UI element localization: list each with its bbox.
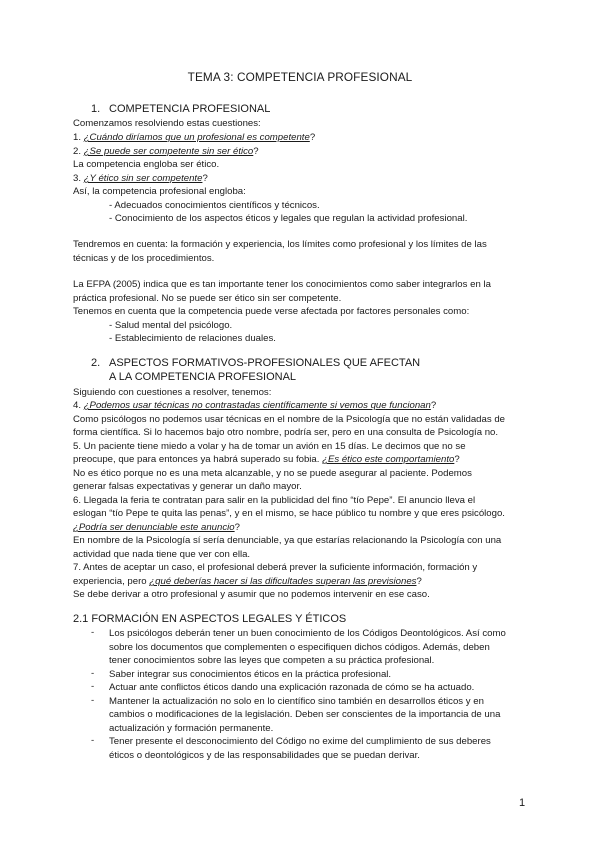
paragraph-line: Tendremos en cuenta: la formación y experiencia, los límites como profesional y los límites de las (73, 239, 487, 250)
section-1-number: 1. (91, 103, 101, 115)
bullet-line: cambios o modificaciones de la legislación. Deben ser conscientes de la importancia de una (109, 709, 501, 720)
section-2-heading (91, 357, 420, 370)
question-7-cont: experiencia, pero ¿qué deberías hacer si las dificultades superan las previsiones? (73, 576, 422, 587)
question-5: 5. Un paciente tiene miedo a volar y ha de tomar un avión en 15 días. Le decimos que no se (73, 441, 466, 452)
question-2: 2. ¿Se puede ser competente sin ser ético? (73, 146, 259, 157)
paragraph-line: práctica profesional. No se puede ser ético sin ser competente. (73, 293, 342, 304)
section-2-title: ASPECTOS FORMATIVOS-PROFESIONALES QUE AFECTAN (109, 357, 421, 369)
paragraph-line: Tenemos en cuenta que la competencia puede verse afectada por factores personales como: (73, 306, 470, 317)
section-2-number: 2. (91, 357, 101, 369)
section-1-heading (91, 103, 270, 116)
question-6: 6. Llegada la feria te contratan para salir en la publicidad del fino “tío Pepe”. El anuncio lleva el (73, 495, 476, 506)
question-7: 7. Antes de aceptar un caso, el profesional deberá prever la suficiente información, formación y (73, 562, 478, 573)
question-6-italic: ¿Podría ser denunciable este anuncio? (73, 522, 240, 533)
answer-3: Así, la competencia profesional engloba: (73, 186, 246, 197)
question-6-cont: eslogan “tío Pepe te quita las penas”, y en el mismo, se hace público tu nombre y que eres psicólogo. (73, 508, 505, 519)
question-1: 1. ¿Cuándo diríamos que un profesional es competente? (73, 132, 316, 143)
question-4: 4. ¿Podemos usar técnicas no contrastadas científicamente si vemos que funcionan? (73, 400, 437, 411)
answer-7: Se debe derivar a otro profesional y asumir que no podemos intervenir en ese caso. (73, 589, 430, 600)
list-item: - Conocimiento de los aspectos éticos y legales que regulan la actividad profesional. (109, 213, 468, 224)
answer-2: La competencia engloba ser ético. (73, 159, 220, 170)
section-1-title: COMPETENCIA PROFESIONAL (109, 103, 271, 115)
bullet-line: Mantener la actualización no solo en lo científico sino también en desarrollos éticos y en (109, 696, 484, 707)
bullet-line: éticos o deontológicos y de las responsabilidades que se puedan derivar. (109, 750, 420, 761)
list-item: - Establecimiento de relaciones duales. (109, 333, 276, 344)
bullet-line: tener conocimientos sobre las leyes que competen a su práctica profesional. (109, 655, 435, 666)
section-2-1-heading: 2.1 FORMACIÓN EN ASPECTOS LEGALES Y ÉTICOS (73, 613, 347, 625)
bullet-dash: - (91, 668, 95, 679)
paragraph-line: La EFPA (2005) indica que es tan importante tener los conocimientos como saber integrarlos en la (73, 279, 491, 290)
bullet-line: Los psicólogos deberán tener un buen conocimiento de los Códigos Deontológicos. Así como (109, 628, 506, 639)
list-item: - Adecuados conocimientos científicos y técnicos. (109, 200, 320, 211)
paragraph-line: Como psicólogos no podemos usar técnicas en el nombre de la Psicología que no están validadas de (73, 414, 505, 425)
bullet-line: Actuar ante conflictos éticos dando una explicación razonada de cómo se ha actuado. (109, 682, 475, 693)
paragraph-line: No es ético porque no es una meta alcanzable, y no se puede asegurar al paciente. Podemos (73, 468, 472, 479)
bullet-dash: - (91, 735, 95, 746)
bullet-dash: - (91, 681, 95, 692)
paragraph-line: técnicas y de los procedimientos. (73, 253, 215, 264)
paragraph-line: actividad que nada tiene que ver con ella. (73, 549, 251, 560)
paragraph-line: forma científica. Si lo hacemos bajo otro nombre, podría ser, pero en una consulta de Psicología no. (73, 427, 499, 438)
list-item: - Salud mental del psicólogo. (109, 320, 233, 331)
question-3: 3. ¿Y ético sin ser competente? (73, 173, 208, 184)
question-5-cont: preocupe, que para entonces ya habrá superado su fobia. ¿Es ético este comportamiento? (73, 454, 460, 465)
bullet-line: sobre los documentos que complementen o especifiquen dichos códigos. Además, deben (109, 642, 490, 653)
section-2-title-line2: A LA COMPETENCIA PROFESIONAL (109, 371, 297, 383)
s1-intro: Comenzamos resolviendo estas cuestiones: (73, 118, 261, 129)
paragraph-line: En nombre de la Psicología sí sería denunciable, ya que estarías relacionando la Psicología con una (73, 535, 502, 546)
page-title: TEMA 3: COMPETENCIA PROFESIONAL (187, 70, 413, 84)
s2-intro: Siguiendo con cuestiones a resolver, tenemos: (73, 387, 272, 398)
bullet-line: actualización y formación permanente. (109, 723, 274, 734)
bullet-line: Tener presente el desconocimiento del Código no exime del cumplimiento de sus deberes (109, 736, 491, 747)
page-number: 1 (519, 797, 526, 809)
bullet-line: Saber integrar sus conocimientos éticos en la práctica profesional. (109, 669, 392, 680)
paragraph-line: generar falsas expectativas y generar un daño mayor. (73, 481, 302, 492)
bullet-dash: - (91, 627, 95, 638)
bullet-dash: - (91, 695, 95, 706)
